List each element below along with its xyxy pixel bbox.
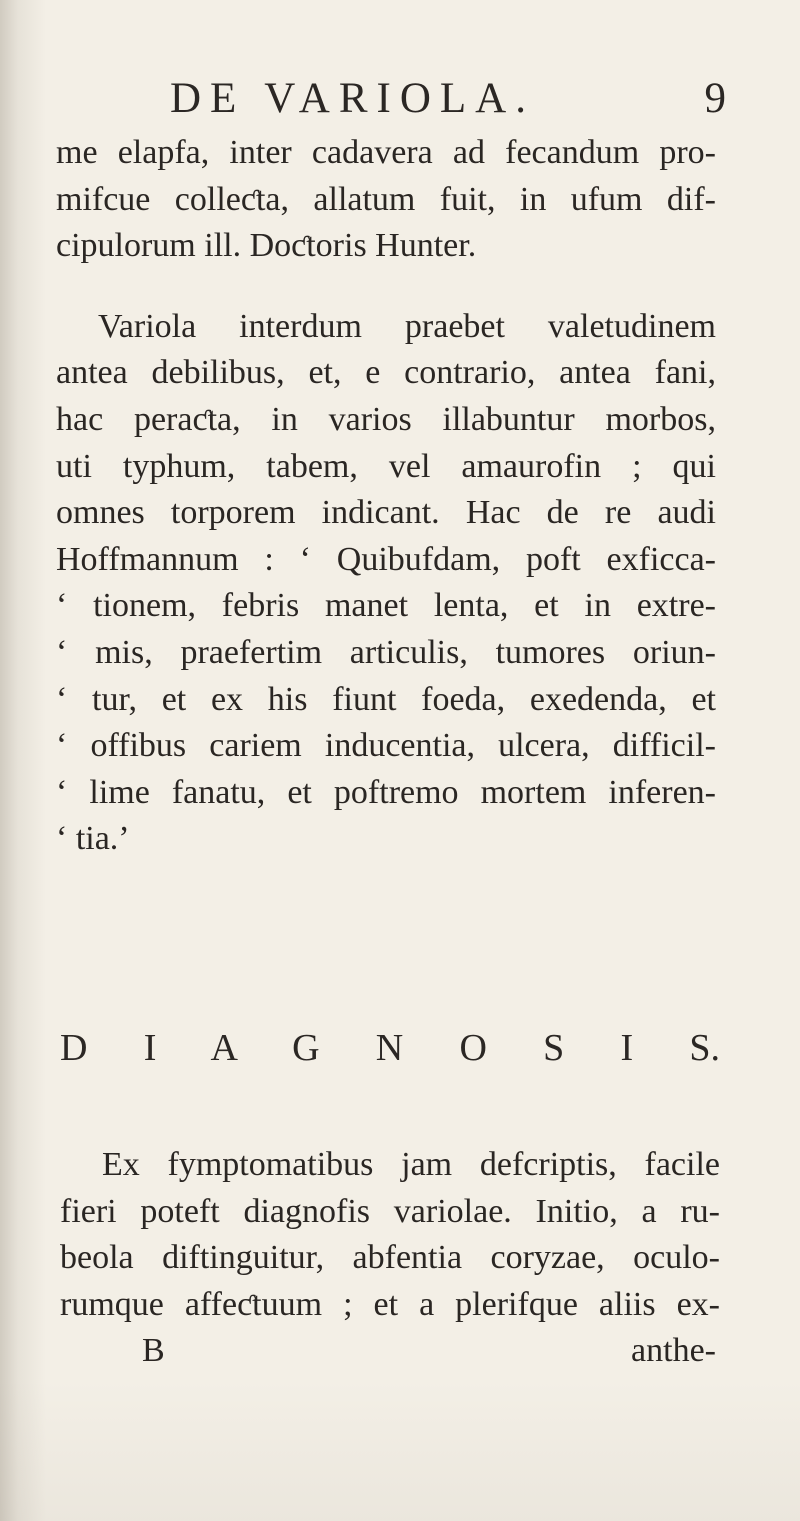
heading-letter: D [60, 1027, 88, 1069]
running-head-title: DE VARIOLA. [170, 75, 535, 122]
text-line: Hoffmannum : ‘ Quibufdam, poft exficca- [56, 540, 716, 578]
paragraph-gap [56, 270, 716, 304]
page-footer [60, 1328, 720, 1375]
running-head [170, 74, 730, 124]
text-line: Ex fymptomatibus jam defcriptis, facile [102, 1146, 720, 1183]
text-line: me elapfa, inter cadavera ad fecandum pro- [56, 134, 716, 171]
section-heading-diagnosis [60, 1024, 720, 1072]
text-line: uti typhum, tabem, vel amaurofin ; qui [56, 447, 716, 485]
text-line: Variola interdum praebet valetudinem [98, 307, 716, 345]
text-line: antea debilibus, et, e contrario, antea fani, [56, 354, 716, 392]
page-number: 9 [704, 75, 726, 122]
heading-letter: I [620, 1027, 634, 1069]
heading-letter: A [210, 1027, 236, 1069]
text-line: ‘ lime fanatu, et poftremo mortem inferen- [56, 773, 716, 811]
body-text-upper [56, 130, 716, 863]
text-line: mifcue colleƈta, allatum fuit, in ufum dif- [56, 180, 716, 218]
heading-letter: I [143, 1027, 157, 1069]
catchword: anthe- [631, 1332, 716, 1370]
text-line: rumque affeƈtuum ; et a plerifque aliis ex- [60, 1285, 720, 1323]
text-line: cipulorum ill. Doƈtoris Hunter. [56, 227, 477, 265]
heading-letter: G [292, 1027, 320, 1069]
text-line: ‘ mis, praefertim articulis, tumores oriun- [56, 633, 716, 671]
text-line: omnes torporem indicant. Hac de re audi [56, 494, 716, 532]
heading-letter: N [375, 1027, 404, 1069]
signature-mark: B [142, 1332, 165, 1370]
heading-letter: O [459, 1027, 487, 1069]
text-line: fieri poteft diagnofis variolae. Initio, a ru- [60, 1192, 720, 1230]
body-text-lower [60, 1142, 720, 1375]
heading-letter: S. [689, 1027, 721, 1069]
text-line: hac peraƈta, in varios illabuntur morbos, [56, 400, 716, 438]
text-line: ‘ tionem, febris manet lenta, et in extre- [56, 587, 716, 625]
text-line: ‘ tia.’ [56, 820, 130, 858]
heading-letter: S [543, 1027, 565, 1069]
text-line: beola diftinguitur, abfentia coryzae, oculo- [60, 1239, 720, 1277]
text-line: ‘ tur, et ex his fiunt foeda, exedenda, et [56, 680, 716, 718]
text-line: ‘ offibus cariem inducentia, ulcera, difficil- [56, 727, 716, 765]
